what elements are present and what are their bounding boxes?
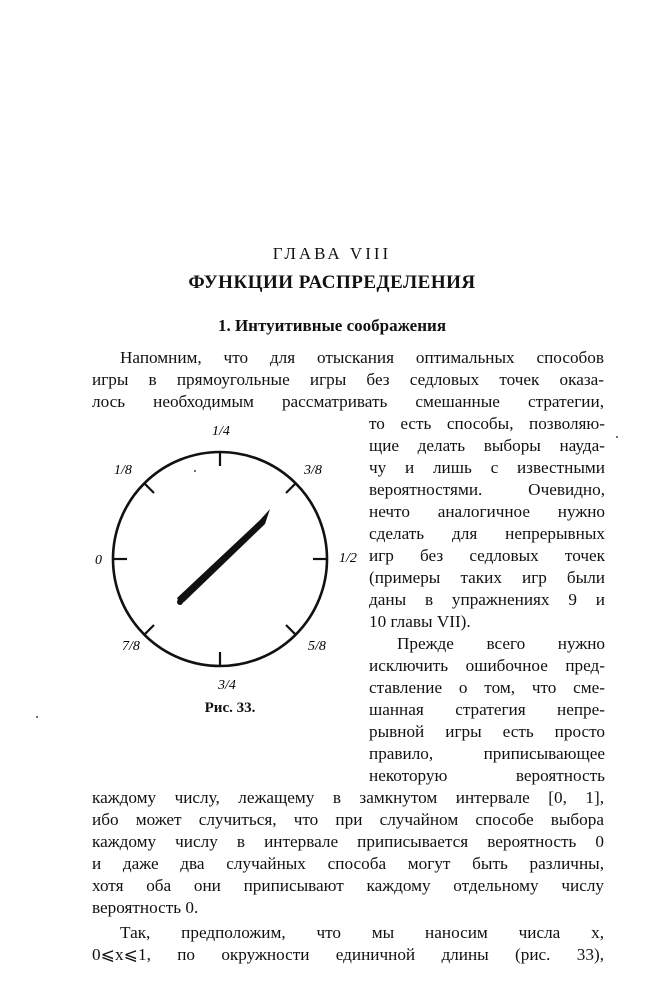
text-line: (примеры таких игр были bbox=[369, 568, 605, 587]
text-line: игры в прямоугольные игры без седловых точек оказа- bbox=[92, 370, 604, 389]
print-speck bbox=[194, 470, 196, 472]
tick-mark bbox=[286, 625, 296, 635]
text-line: то есть способы, позволяю- bbox=[369, 414, 605, 433]
text-line: лось необходимым рассматривать смешанные стратегии, bbox=[92, 392, 604, 411]
text-line: правило, приписывающее bbox=[369, 744, 605, 763]
text-line: Так, предположим, что мы наносим числа x, bbox=[120, 923, 604, 942]
text-line: Прежде всего нужно bbox=[397, 634, 605, 653]
dial-label-one-eighth: 1/8 bbox=[114, 463, 132, 478]
dial-pointer bbox=[177, 509, 270, 604]
text-line: рывной игры есть просто bbox=[369, 722, 605, 741]
text-line: Напомним, что для отыскания оптимальных способов bbox=[120, 348, 604, 367]
dial-label-three-eighths: 3/8 bbox=[304, 463, 322, 478]
text-line: 0⩽x⩽1, по окружности единичной длины (рис. 33), bbox=[92, 945, 604, 964]
text-line: даны в упражнениях 9 и bbox=[369, 590, 605, 609]
text-line: щие делать выборы науда- bbox=[369, 436, 605, 455]
text-line: и даже два случайных способа могут быть различны, bbox=[92, 854, 604, 873]
text-line: некоторую вероятность bbox=[369, 766, 605, 785]
text-line: сделать для непрерывных bbox=[369, 524, 605, 543]
figure-dial bbox=[90, 412, 360, 693]
text-line: шанная стратегия непре- bbox=[369, 700, 605, 719]
dial-label-one-half: 1/2 bbox=[339, 551, 357, 566]
chapter-label: ГЛАВА VIII bbox=[272, 244, 392, 263]
chapter-title: ФУНКЦИИ РАСПРЕДЕЛЕНИЯ bbox=[188, 272, 476, 293]
pointer-hub bbox=[177, 599, 183, 605]
dial-label-zero: 0 bbox=[95, 553, 102, 568]
tick-mark bbox=[144, 625, 154, 635]
dial-label-five-eighths: 5/8 bbox=[308, 639, 326, 654]
tick-mark bbox=[144, 483, 154, 493]
dial-label-seven-eighths: 7/8 bbox=[122, 639, 140, 654]
text-line: исключить ошибочное пред- bbox=[369, 656, 605, 675]
text-line: чу и лишь с известными bbox=[369, 458, 605, 477]
print-speck bbox=[36, 716, 38, 718]
figure-caption: Рис. 33. bbox=[204, 700, 256, 716]
text-line: вероятность 0. bbox=[92, 898, 199, 917]
text-line: хотя оба они приписывают каждому отдельному числу bbox=[92, 876, 604, 895]
text-line: нечто аналогичное нужно bbox=[369, 502, 605, 521]
text-line: ставление о том, что сме- bbox=[369, 678, 605, 697]
tick-mark bbox=[286, 483, 296, 493]
text-line: вероятностями. Очевидно, bbox=[369, 480, 605, 499]
print-speck bbox=[616, 436, 618, 438]
text-line: 10 главы VII). bbox=[369, 612, 471, 631]
text-line: каждому числу, лежащему в замкнутом интервале [0, 1], bbox=[92, 788, 604, 807]
section-title: 1. Интуитивные соображения bbox=[217, 316, 447, 335]
text-line: каждому числу в интервале приписывается вероятность 0 bbox=[92, 832, 604, 851]
text-line: игр без седловых точек bbox=[369, 546, 605, 565]
dial-label-one-quarter: 1/4 bbox=[212, 424, 230, 439]
text-line: ибо может случиться, что при случайном способе выбора bbox=[92, 810, 604, 829]
dial-label-three-quarters: 3/4 bbox=[218, 678, 236, 693]
